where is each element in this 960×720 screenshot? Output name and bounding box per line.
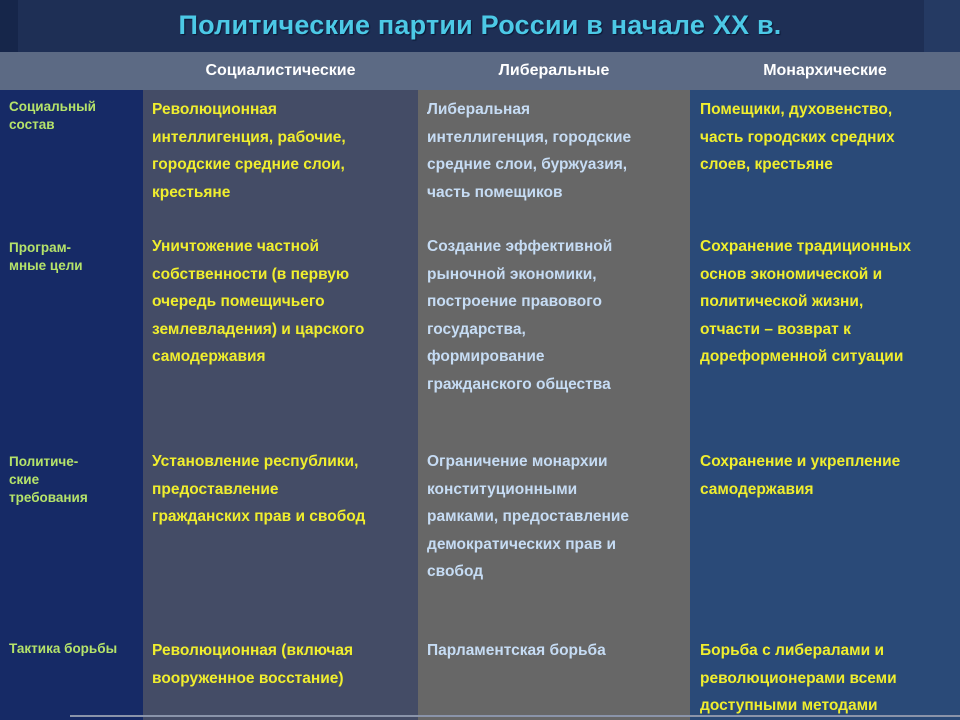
- cell-social-liberal: Либеральная интеллигенция, городские средние слои, буржуазия, часть помещиков: [427, 101, 632, 201]
- cell-demands-monarchist: Сохранение и укрепление самодержавия: [700, 453, 901, 498]
- cell-goals-liberal: Создание эффективной рыночной экономики, построение правового государства, формирование гражданского общества: [427, 238, 613, 393]
- row-label-political-demands: Политиче- ские требования: [9, 454, 88, 505]
- cell-goals-socialist: Уничтожение частной собственности (в первую очередь помещичьего землевладения) и царского самодержавия: [152, 238, 365, 365]
- cell-demands-socialist: Установление республики, предоставление гражданских прав и свобод: [152, 453, 366, 525]
- cell-tactics-socialist: Революционная (включая вооруженное восстание): [152, 642, 354, 687]
- row-label-social-composition: Социальный состав: [9, 99, 96, 132]
- header-monarchist: Монархические: [763, 62, 887, 79]
- cell-demands-liberal: Ограничение монархии конституционными рамками, предоставление демократических прав и свобод: [427, 453, 630, 580]
- slide-title: Политические партии России в начале XX в.: [178, 10, 782, 40]
- cell-social-monarchist: Помещики, духовенство, часть городских средних слоев, крестьяне: [700, 101, 895, 173]
- cell-tactics-liberal: Парламентская борьба: [427, 642, 606, 659]
- bottom-divider: [70, 715, 960, 717]
- cell-social-socialist: Революционная интеллигенция, рабочие, городские средние слои, крестьяне: [152, 101, 346, 201]
- label-column: [0, 52, 143, 720]
- header-liberal: Либеральные: [498, 62, 610, 79]
- row-label-program-goals: Програм- мные цели: [9, 240, 83, 273]
- header-socialist: Социалистические: [205, 62, 356, 79]
- cell-goals-monarchist: Сохранение традиционных основ экономической и политической жизни, отчасти – возврат к дореформенной ситуации: [700, 238, 911, 365]
- row-label-tactics: Тактика борьбы: [9, 641, 118, 656]
- cell-tactics-monarchist: Борьба с либералами и революционерами всеми доступными методами: [700, 642, 897, 714]
